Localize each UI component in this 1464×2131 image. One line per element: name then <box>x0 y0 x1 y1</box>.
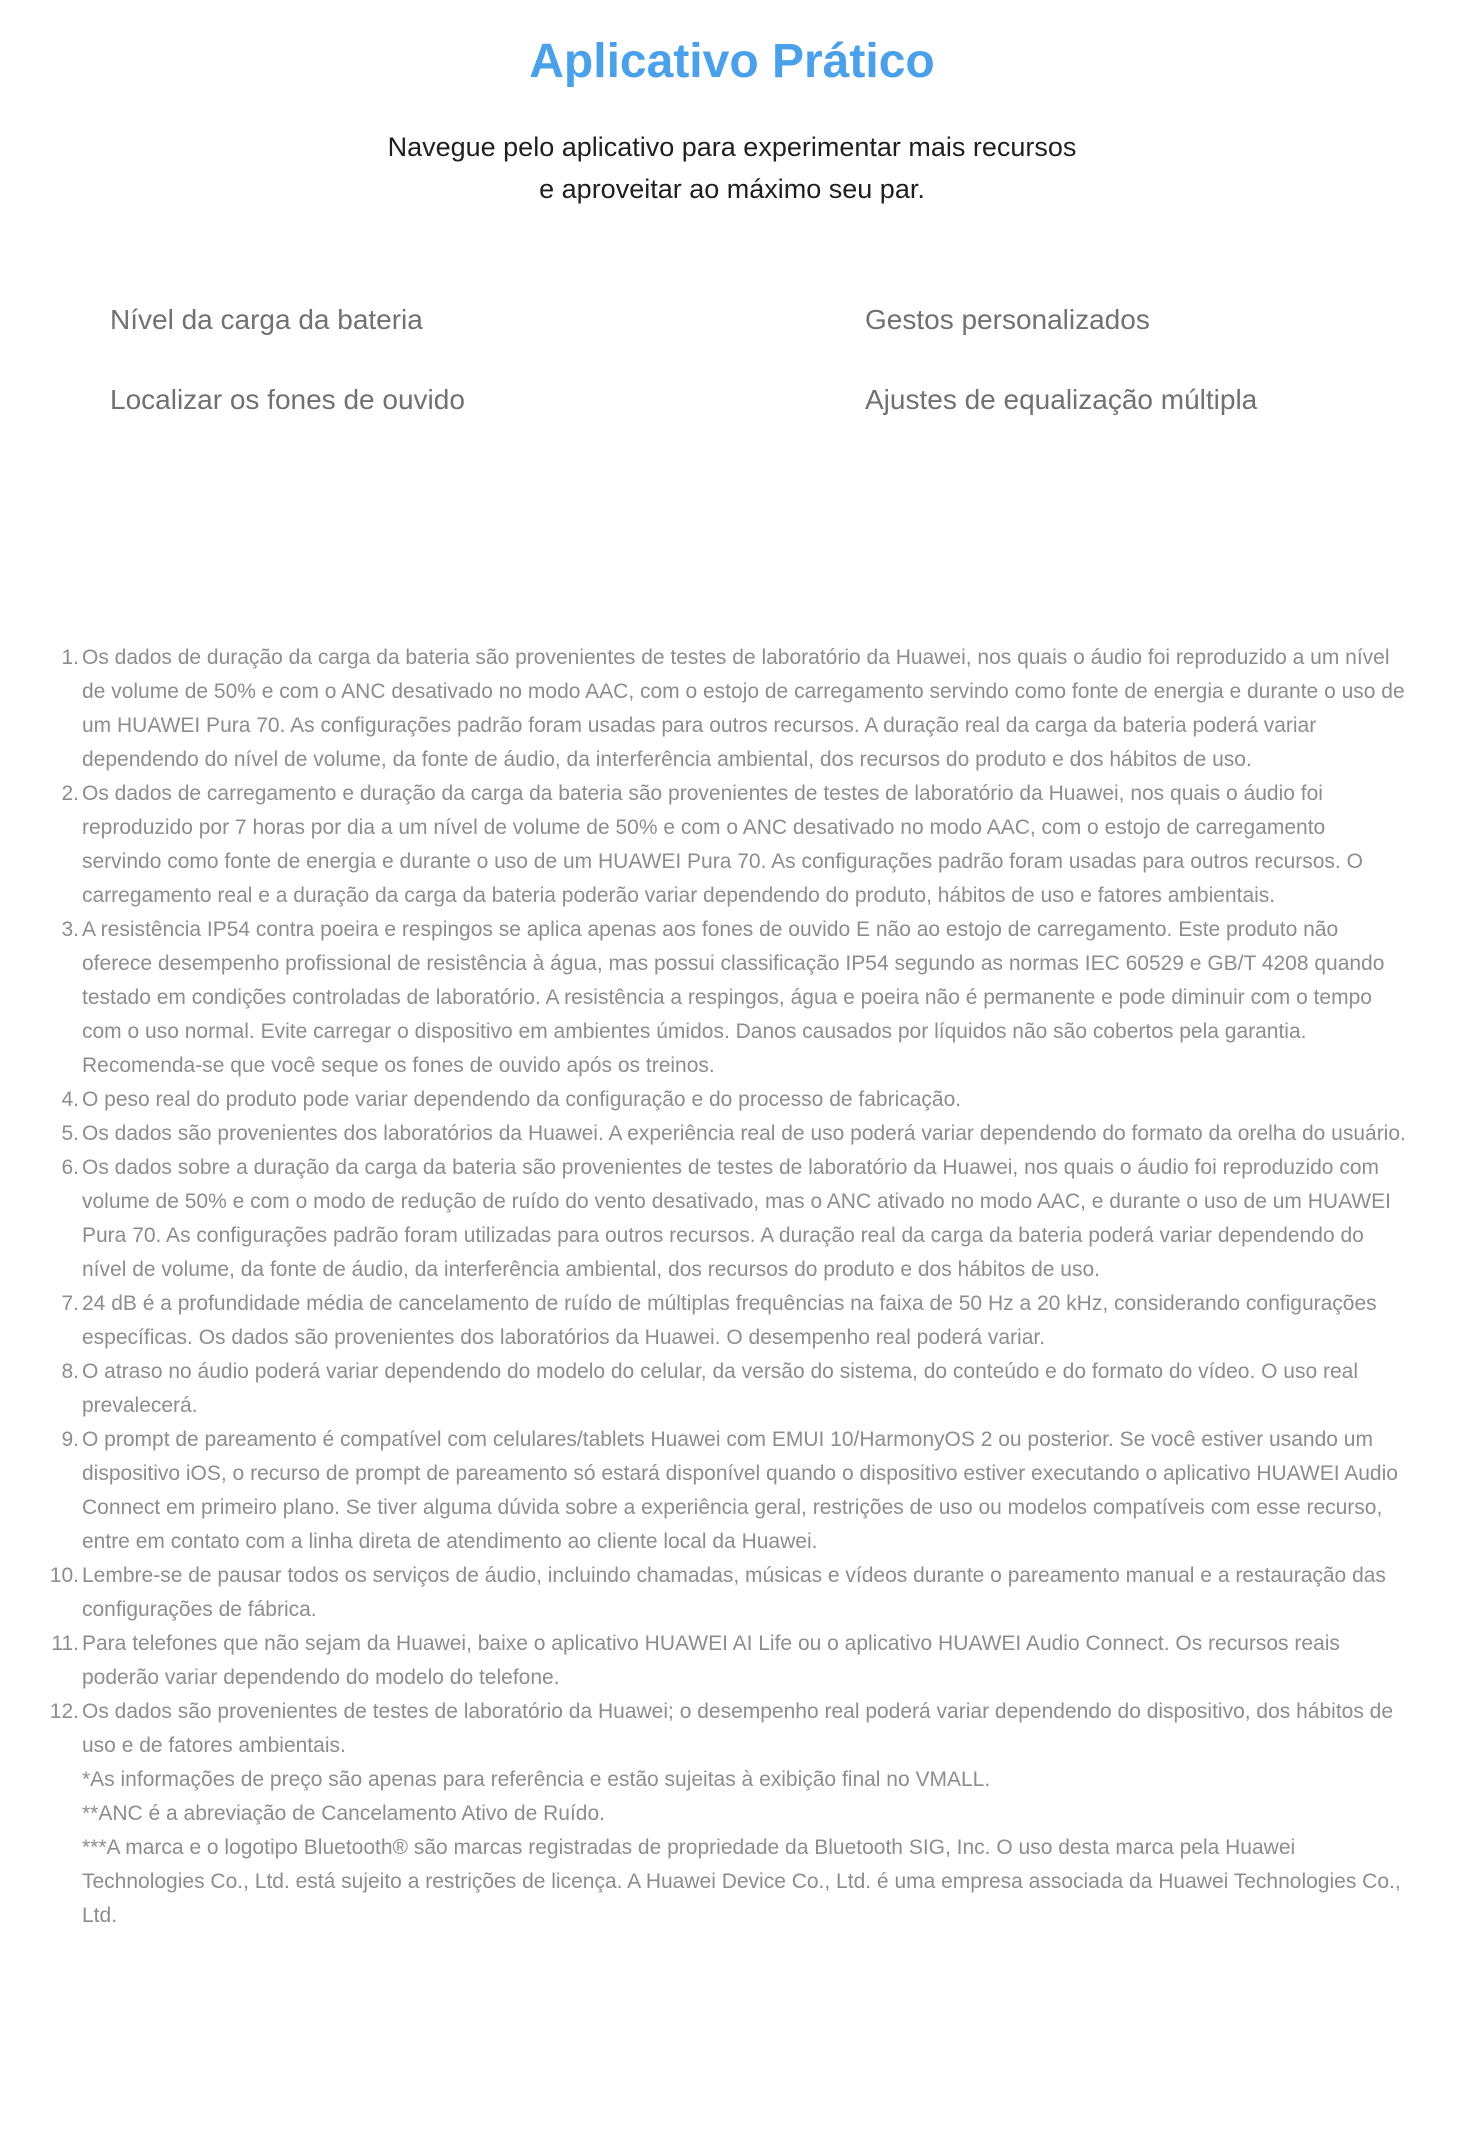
page-subtitle <box>0 126 1464 210</box>
disclaimer-number: 8. <box>61 1360 79 1383</box>
disclaimer-item-5 <box>49 1117 1409 1151</box>
disclaimer-item-8 <box>49 1355 1409 1423</box>
footnote-price: *As informações de preço são apenas para referência e estão sujeitas à exibição final no VMALL. <box>82 1768 991 1791</box>
disclaimer-number: 10. <box>49 1564 79 1587</box>
disclaimer-number: 6. <box>61 1156 79 1179</box>
disclaimer-text: Lembre-se de pausar todos os serviços de áudio, incluindo chamadas, músicas e vídeos durante o pareamento manual e a restauração das configurações de fábrica. <box>82 1564 1386 1621</box>
disclaimer-text: 24 dB é a profundidade média de cancelamento de ruído de múltiplas frequências na faixa de 50 Hz a 20 kHz, considerando configurações específicas. Os dados são provenientes dos laboratórios da Huawei. O desempenho real poderá variar. <box>82 1292 1377 1349</box>
disclaimer-text: Para telefones que não sejam da Huawei, baixe o aplicativo HUAWEI AI Life ou o aplicativo HUAWEI Audio Connect. Os recursos reais poderão variar dependendo do modelo do telefone. <box>82 1632 1340 1689</box>
feature-item-battery-level: Nível da carga da bateria <box>110 304 423 335</box>
disclaimer-item-1 <box>49 641 1409 777</box>
disclaimer-item-3 <box>49 913 1409 1083</box>
disclaimer-text: Os dados de duração da carga da bateria são provenientes de testes de laboratório da Huawei, nos quais o áudio foi reproduzido a um nível de volume de 50% e com o ANC desativado no modo AAC, com o estojo de carregamento servindo como fonte de energia e durante o uso de um HUAWEI Pura 70. As configurações padrão foram usadas para outros recursos. A duração real da carga da bateria poderá variar dependendo do nível de volume, da fonte de áudio, da interferência ambiental, dos recursos do produto e dos hábitos de uso. <box>82 646 1405 771</box>
disclaimer-number: 12. <box>49 1700 79 1723</box>
disclaimer-item-12 <box>49 1695 1409 1763</box>
disclaimer-number: 11. <box>51 1632 79 1655</box>
disclaimer-list <box>49 641 1409 1763</box>
disclaimer-number: 1. <box>61 646 79 669</box>
disclaimer-item-7 <box>49 1287 1409 1355</box>
disclaimer-number: 7. <box>61 1292 79 1315</box>
disclaimer-item-10 <box>49 1559 1409 1627</box>
footnote-bluetooth: ***A marca e o logotipo Bluetooth® são marcas registradas de propriedade da Bluetooth SIG, Inc. O uso desta marca pela Huawei Technologies Co., Ltd. está sujeito a restrições de licença. A Huawei Device Co., Ltd. é uma empresa associada da Huawei Technologies Co., Ltd. <box>82 1836 1401 1927</box>
disclaimer-text: Os dados são provenientes de testes de laboratório da Huawei; o desempenho real poderá variar dependendo do dispositivo, dos hábitos de uso e de fatores ambientais. <box>82 1700 1394 1757</box>
disclaimer-text: A resistência IP54 contra poeira e respingos se aplica apenas aos fones de ouvido E não ao estojo de carregamento. Este produto não oferece desempenho profissional de resistência à água, mas possui classificação IP54 segundo as normas IEC 60529 e GB/T 4208 quando testado em condições controladas de laboratório. A resistência a respingos, água e poeira não é permanente e pode diminuir com o tempo com o uso normal. Evite carregar o dispositivo em ambientes úmidos. Danos causados por líquidos não são cobertos pela garantia. Recomenda-se que você seque os fones de ouvido após os treinos. <box>82 918 1385 1077</box>
disclaimer-number: 5. <box>61 1122 79 1145</box>
disclaimer-text: Os dados são provenientes dos laboratórios da Huawei. A experiência real de uso poderá variar dependendo do formato da orelha do usuário. <box>82 1122 1406 1145</box>
page-subtitle-line-2: e aproveitar ao máximo seu par. <box>539 174 925 204</box>
page-title: Aplicativo Prático <box>529 35 935 88</box>
disclaimer-item-4 <box>49 1083 1409 1117</box>
disclaimer-text: Os dados de carregamento e duração da carga da bateria são provenientes de testes de laboratório da Huawei, nos quais o áudio foi reproduzido por 7 horas por dia a um nível de volume de 50% e com o ANC desativado no modo AAC, com o estojo de carregamento servindo como fonte de energia e durante o uso de um HUAWEI Pura 70. As configurações padrão foram usadas para outros recursos. O carregamento real e a duração da carga da bateria poderão variar dependendo do produto, hábitos de uso e fatores ambientais. <box>82 782 1363 907</box>
disclaimer-item-11 <box>49 1627 1409 1695</box>
feature-item-locate-earphones: Localizar os fones de ouvido <box>110 384 465 415</box>
disclaimer-text: O peso real do produto pode variar dependendo da configuração e do processo de fabricação. <box>82 1088 962 1111</box>
disclaimer-text: Os dados sobre a duração da carga da bateria são provenientes de testes de laboratório da Huawei, nos quais o áudio foi reproduzido com volume de 50% e com o modo de redução de ruído do vento desativado, mas o ANC ativado no modo AAC, e durante o uso de um HUAWEI Pura 70. As configurações padrão foram utilizadas para outros recursos. A duração real da carga da bateria poderá variar dependendo do nível de volume, da fonte de áudio, da interferência ambiental, dos recursos do produto e dos hábitos de uso. <box>82 1156 1391 1281</box>
page-subtitle-line-1: Navegue pelo aplicativo para experimentar mais recursos <box>387 132 1077 162</box>
footnote-anc: **ANC é a abreviação de Cancelamento Ativo de Ruído. <box>82 1802 605 1825</box>
disclaimer-text: O prompt de pareamento é compatível com celulares/tablets Huawei com EMUI 10/HarmonyOS 2 ou posterior. Se você estiver usando um dispositivo iOS, o recurso de prompt de pareamento só estará disponível quando o dispositivo estiver executando o aplicativo HUAWEI Audio Connect em primeiro plano. Se tiver alguma dúvida sobre a experiência geral, restrições de uso ou modelos compatíveis com esse recurso, entre em contato com a linha direta de atendimento ao cliente local da Huawei. <box>82 1428 1398 1553</box>
feature-item-eq-settings: Ajustes de equalização múltipla <box>865 384 1258 415</box>
disclaimer-item-2 <box>49 777 1409 913</box>
disclaimer-item-9 <box>49 1423 1409 1559</box>
disclaimer-number: 3. <box>61 918 79 941</box>
disclaimer-number: 4. <box>61 1088 79 1111</box>
disclaimers-section <box>49 641 1409 1933</box>
disclaimer-number: 9. <box>61 1428 79 1451</box>
feature-list <box>0 303 1464 417</box>
disclaimer-item-6 <box>49 1151 1409 1287</box>
disclaimer-text: O atraso no áudio poderá variar dependendo do modelo do celular, da versão do sistema, do conteúdo e do formato do vídeo. O uso real prevalecerá. <box>82 1360 1358 1417</box>
footnotes <box>82 1763 1409 1933</box>
disclaimer-number: 2. <box>61 782 79 805</box>
feature-item-custom-gestures: Gestos personalizados <box>865 304 1150 335</box>
